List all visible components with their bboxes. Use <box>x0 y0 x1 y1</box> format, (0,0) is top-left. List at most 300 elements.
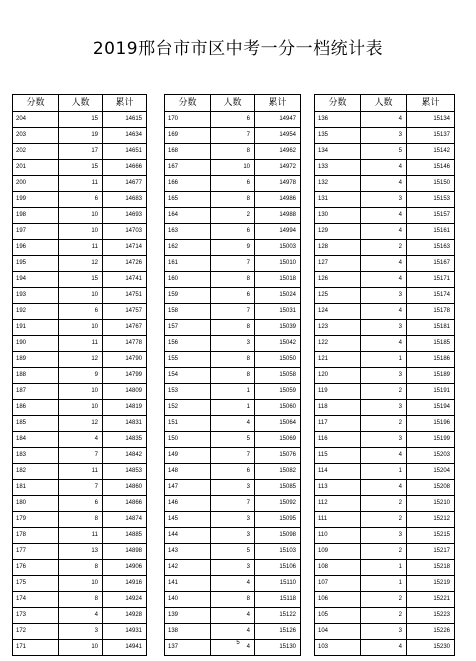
header-cumulative: 累计 <box>255 95 301 112</box>
count-cell: 15 <box>59 160 103 176</box>
count-cell: 10 <box>59 288 103 304</box>
count-cell: 2 <box>361 608 407 624</box>
table-row <box>165 384 301 400</box>
table-row <box>165 160 301 176</box>
table-row <box>165 512 301 528</box>
cumulative-cell: 15118 <box>255 592 301 608</box>
cumulative-cell: 15194 <box>407 400 455 416</box>
count-cell: 4 <box>361 256 407 272</box>
count-cell: 8 <box>211 320 255 336</box>
score-cell: 139 <box>165 608 211 624</box>
count-cell: 3 <box>361 400 407 416</box>
table-row <box>315 368 455 384</box>
count-cell: 6 <box>211 112 255 128</box>
count-cell: 10 <box>59 384 103 400</box>
cumulative-cell: 14741 <box>103 272 147 288</box>
score-cell: 166 <box>165 176 211 192</box>
table-row <box>165 144 301 160</box>
count-cell: 15 <box>59 112 103 128</box>
cumulative-cell: 14693 <box>103 208 147 224</box>
score-table-1 <box>12 94 147 656</box>
cumulative-cell: 15186 <box>407 352 455 368</box>
score-cell: 127 <box>315 256 361 272</box>
count-cell: 8 <box>211 368 255 384</box>
cumulative-cell: 15167 <box>407 256 455 272</box>
score-cell: 200 <box>13 176 59 192</box>
table-row <box>165 480 301 496</box>
count-cell: 2 <box>361 240 407 256</box>
score-table-2 <box>164 94 301 656</box>
count-cell: 3 <box>211 560 255 576</box>
cumulative-cell: 15221 <box>407 592 455 608</box>
score-cell: 156 <box>165 336 211 352</box>
count-cell: 4 <box>361 160 407 176</box>
cumulative-cell: 15092 <box>255 496 301 512</box>
table-row <box>315 224 455 240</box>
score-cell: 125 <box>315 288 361 304</box>
score-cell: 110 <box>315 528 361 544</box>
count-cell: 3 <box>361 624 407 640</box>
score-cell: 104 <box>315 624 361 640</box>
score-cell: 188 <box>13 368 59 384</box>
cumulative-cell: 14898 <box>103 544 147 560</box>
cumulative-cell: 15058 <box>255 368 301 384</box>
score-cell: 122 <box>315 336 361 352</box>
table-row <box>165 128 301 144</box>
cumulative-cell: 14726 <box>103 256 147 272</box>
cumulative-cell: 14634 <box>103 128 147 144</box>
cumulative-cell: 15191 <box>407 384 455 400</box>
cumulative-cell: 14778 <box>103 336 147 352</box>
cumulative-cell: 15157 <box>407 208 455 224</box>
table-row <box>13 128 147 144</box>
table-row <box>315 144 455 160</box>
cumulative-cell: 14757 <box>103 304 147 320</box>
table-row <box>315 592 455 608</box>
score-cell: 152 <box>165 400 211 416</box>
count-cell: 12 <box>59 416 103 432</box>
score-cell: 120 <box>315 368 361 384</box>
score-cell: 138 <box>165 624 211 640</box>
table-row <box>165 352 301 368</box>
count-cell: 8 <box>211 352 255 368</box>
cumulative-cell: 15003 <box>255 240 301 256</box>
score-cell: 186 <box>13 400 59 416</box>
table-row <box>13 464 147 480</box>
document-title: 2019邢台市市区中考一分一档统计表 <box>92 39 384 59</box>
table-row <box>165 320 301 336</box>
score-cell: 114 <box>315 464 361 480</box>
count-cell: 10 <box>59 400 103 416</box>
score-cell: 182 <box>13 464 59 480</box>
table-row <box>165 496 301 512</box>
header-score: 分数 <box>165 95 211 112</box>
cumulative-cell: 15171 <box>407 272 455 288</box>
score-cell: 173 <box>13 608 59 624</box>
score-cell: 199 <box>13 192 59 208</box>
count-cell: 1 <box>361 560 407 576</box>
cumulative-cell: 15122 <box>255 608 301 624</box>
count-cell: 7 <box>211 448 255 464</box>
table-row <box>315 160 455 176</box>
table-row <box>165 448 301 464</box>
table-row <box>315 448 455 464</box>
score-cell: 161 <box>165 256 211 272</box>
score-cell: 192 <box>13 304 59 320</box>
table-row <box>315 512 455 528</box>
count-cell: 15 <box>59 272 103 288</box>
count-cell: 4 <box>211 640 255 656</box>
cumulative-cell: 15215 <box>407 528 455 544</box>
count-cell: 5 <box>211 432 255 448</box>
table-row <box>13 304 147 320</box>
count-cell: 6 <box>59 304 103 320</box>
cumulative-cell: 15050 <box>255 352 301 368</box>
score-cell: 141 <box>165 576 211 592</box>
cumulative-cell: 15060 <box>255 400 301 416</box>
score-cell: 202 <box>13 144 59 160</box>
table-row <box>13 160 147 176</box>
score-cell: 196 <box>13 240 59 256</box>
table-row <box>165 400 301 416</box>
count-cell: 8 <box>59 592 103 608</box>
score-cell: 158 <box>165 304 211 320</box>
count-cell: 3 <box>361 128 407 144</box>
score-cell: 106 <box>315 592 361 608</box>
score-cell: 178 <box>13 528 59 544</box>
count-cell: 10 <box>59 320 103 336</box>
cumulative-cell: 15069 <box>255 432 301 448</box>
header-count: 人数 <box>211 95 255 112</box>
score-cell: 180 <box>13 496 59 512</box>
cumulative-cell: 14767 <box>103 320 147 336</box>
cumulative-cell: 15163 <box>407 240 455 256</box>
count-cell: 3 <box>361 320 407 336</box>
count-cell: 3 <box>211 336 255 352</box>
table-row <box>13 512 147 528</box>
count-cell: 12 <box>59 352 103 368</box>
score-cell: 179 <box>13 512 59 528</box>
score-cell: 136 <box>315 112 361 128</box>
count-cell: 19 <box>59 128 103 144</box>
score-cell: 118 <box>315 400 361 416</box>
cumulative-cell: 15178 <box>407 304 455 320</box>
table-row <box>315 192 455 208</box>
table-row <box>315 480 455 496</box>
table-row <box>165 608 301 624</box>
table-row <box>165 224 301 240</box>
score-cell: 171 <box>13 640 59 656</box>
count-cell: 1 <box>361 464 407 480</box>
score-table-3 <box>314 94 455 656</box>
count-cell: 1 <box>361 576 407 592</box>
score-cell: 191 <box>13 320 59 336</box>
cumulative-cell: 14972 <box>255 160 301 176</box>
count-cell: 2 <box>361 544 407 560</box>
score-cell: 134 <box>315 144 361 160</box>
cumulative-cell: 15153 <box>407 192 455 208</box>
score-cell: 185 <box>13 416 59 432</box>
cumulative-cell: 15130 <box>255 640 301 656</box>
cumulative-cell: 14683 <box>103 192 147 208</box>
count-cell: 4 <box>361 224 407 240</box>
cumulative-cell: 14703 <box>103 224 147 240</box>
score-cell: 195 <box>13 256 59 272</box>
score-cell: 107 <box>315 576 361 592</box>
score-cell: 153 <box>165 384 211 400</box>
score-cell: 116 <box>315 432 361 448</box>
count-cell: 4 <box>361 272 407 288</box>
table-row <box>13 144 147 160</box>
count-cell: 3 <box>59 624 103 640</box>
count-cell: 1 <box>361 352 407 368</box>
score-cell: 193 <box>13 288 59 304</box>
table-row <box>315 496 455 512</box>
score-cell: 146 <box>165 496 211 512</box>
score-cell: 181 <box>13 480 59 496</box>
header-score: 分数 <box>13 95 59 112</box>
table-row <box>165 288 301 304</box>
score-cell: 148 <box>165 464 211 480</box>
score-cell: 155 <box>165 352 211 368</box>
cumulative-cell: 15106 <box>255 560 301 576</box>
count-cell: 7 <box>211 128 255 144</box>
count-cell: 12 <box>59 256 103 272</box>
table-row <box>13 416 147 432</box>
table-row <box>13 272 147 288</box>
table-row <box>315 128 455 144</box>
table-row <box>165 208 301 224</box>
count-cell: 7 <box>211 256 255 272</box>
table-row <box>315 416 455 432</box>
score-cell: 160 <box>165 272 211 288</box>
header-count: 人数 <box>361 95 407 112</box>
table-row <box>13 176 147 192</box>
count-cell: 1 <box>211 384 255 400</box>
table-row <box>165 528 301 544</box>
table-row <box>13 112 147 128</box>
cumulative-cell: 15204 <box>407 464 455 480</box>
header-cumulative: 累计 <box>407 95 455 112</box>
score-cell: 164 <box>165 208 211 224</box>
table-row <box>315 208 455 224</box>
cumulative-cell: 15223 <box>407 608 455 624</box>
count-cell: 4 <box>59 432 103 448</box>
cumulative-cell: 14831 <box>103 416 147 432</box>
table-row <box>315 400 455 416</box>
score-cell: 175 <box>13 576 59 592</box>
cumulative-cell: 15134 <box>407 112 455 128</box>
score-cell: 145 <box>165 512 211 528</box>
cumulative-cell: 14962 <box>255 144 301 160</box>
cumulative-cell: 14809 <box>103 384 147 400</box>
count-cell: 3 <box>211 512 255 528</box>
cumulative-cell: 14924 <box>103 592 147 608</box>
count-cell: 10 <box>211 160 255 176</box>
table-row <box>13 544 147 560</box>
table-row <box>13 608 147 624</box>
count-cell: 17 <box>59 144 103 160</box>
score-cell: 177 <box>13 544 59 560</box>
table-row <box>13 480 147 496</box>
score-cell: 203 <box>13 128 59 144</box>
cumulative-cell: 14978 <box>255 176 301 192</box>
count-cell: 2 <box>361 592 407 608</box>
cumulative-cell: 15064 <box>255 416 301 432</box>
cumulative-cell: 14790 <box>103 352 147 368</box>
table-row <box>315 560 455 576</box>
score-cell: 165 <box>165 192 211 208</box>
table-row <box>13 368 147 384</box>
score-cell: 137 <box>165 640 211 656</box>
score-cell: 154 <box>165 368 211 384</box>
score-cell: 201 <box>13 160 59 176</box>
count-cell: 4 <box>211 624 255 640</box>
table-row <box>165 336 301 352</box>
count-cell: 5 <box>361 144 407 160</box>
score-cell: 123 <box>315 320 361 336</box>
cumulative-cell: 15085 <box>255 480 301 496</box>
count-cell: 10 <box>59 640 103 656</box>
count-cell: 8 <box>59 560 103 576</box>
count-cell: 7 <box>59 480 103 496</box>
score-cell: 131 <box>315 192 361 208</box>
score-cell: 183 <box>13 448 59 464</box>
score-cell: 113 <box>315 480 361 496</box>
cumulative-cell: 14615 <box>103 112 147 128</box>
cumulative-cell: 15217 <box>407 544 455 560</box>
score-cell: 150 <box>165 432 211 448</box>
cumulative-cell: 15150 <box>407 176 455 192</box>
score-cell: 111 <box>315 512 361 528</box>
table-row <box>165 368 301 384</box>
table-row <box>13 624 147 640</box>
table-row <box>165 176 301 192</box>
cumulative-cell: 15226 <box>407 624 455 640</box>
count-cell: 13 <box>59 544 103 560</box>
table-row <box>165 624 301 640</box>
table-row <box>13 560 147 576</box>
table-row <box>13 352 147 368</box>
score-cell: 157 <box>165 320 211 336</box>
header-score: 分数 <box>315 95 361 112</box>
cumulative-cell: 15137 <box>407 128 455 144</box>
cumulative-cell: 14941 <box>103 640 147 656</box>
cumulative-cell: 15218 <box>407 560 455 576</box>
cumulative-cell: 14906 <box>103 560 147 576</box>
cumulative-cell: 15110 <box>255 576 301 592</box>
count-cell: 2 <box>361 416 407 432</box>
score-cell: 109 <box>315 544 361 560</box>
cumulative-cell: 15042 <box>255 336 301 352</box>
score-cell: 128 <box>315 240 361 256</box>
cumulative-cell: 15024 <box>255 288 301 304</box>
count-cell: 10 <box>59 208 103 224</box>
cumulative-cell: 14994 <box>255 224 301 240</box>
cumulative-cell: 15210 <box>407 496 455 512</box>
count-cell: 10 <box>59 224 103 240</box>
score-cell: 115 <box>315 448 361 464</box>
score-cell: 135 <box>315 128 361 144</box>
cumulative-cell: 14799 <box>103 368 147 384</box>
score-cell: 194 <box>13 272 59 288</box>
score-cell: 140 <box>165 592 211 608</box>
count-cell: 5 <box>211 544 255 560</box>
table-row <box>315 528 455 544</box>
table-row <box>13 400 147 416</box>
score-cell: 162 <box>165 240 211 256</box>
count-cell: 4 <box>211 576 255 592</box>
table-row <box>315 608 455 624</box>
cumulative-cell: 14947 <box>255 112 301 128</box>
count-cell: 10 <box>59 576 103 592</box>
table-row <box>13 256 147 272</box>
cumulative-cell: 14866 <box>103 496 147 512</box>
score-cell: 184 <box>13 432 59 448</box>
score-cell: 142 <box>165 560 211 576</box>
score-cell: 190 <box>13 336 59 352</box>
score-cell: 129 <box>315 224 361 240</box>
count-cell: 6 <box>211 224 255 240</box>
count-cell: 8 <box>211 192 255 208</box>
header-count: 人数 <box>59 95 103 112</box>
header-cumulative: 累计 <box>103 95 147 112</box>
cumulative-cell: 14853 <box>103 464 147 480</box>
table-row <box>315 352 455 368</box>
table-row <box>315 288 455 304</box>
count-cell: 3 <box>361 528 407 544</box>
cumulative-cell: 15082 <box>255 464 301 480</box>
score-cell: 105 <box>315 608 361 624</box>
table-row <box>315 272 455 288</box>
table-row <box>165 432 301 448</box>
cumulative-cell: 14751 <box>103 288 147 304</box>
cumulative-cell: 15126 <box>255 624 301 640</box>
count-cell: 4 <box>361 304 407 320</box>
table-row <box>13 384 147 400</box>
score-cell: 197 <box>13 224 59 240</box>
count-cell: 8 <box>211 592 255 608</box>
table-row <box>315 464 455 480</box>
cumulative-cell: 14986 <box>255 192 301 208</box>
count-cell: 3 <box>361 288 407 304</box>
table-row <box>165 192 301 208</box>
cumulative-cell: 14842 <box>103 448 147 464</box>
score-cell: 121 <box>315 352 361 368</box>
table-row <box>315 304 455 320</box>
table-row <box>315 336 455 352</box>
cumulative-cell: 15039 <box>255 320 301 336</box>
count-cell: 3 <box>361 368 407 384</box>
count-cell: 7 <box>211 304 255 320</box>
count-cell: 11 <box>59 528 103 544</box>
table-row <box>13 528 147 544</box>
table-row <box>13 320 147 336</box>
score-cell: 170 <box>165 112 211 128</box>
table-row <box>13 592 147 608</box>
count-cell: 4 <box>211 416 255 432</box>
cumulative-cell: 14931 <box>103 624 147 640</box>
count-cell: 4 <box>361 176 407 192</box>
score-cell: 117 <box>315 416 361 432</box>
score-cell: 119 <box>315 384 361 400</box>
cumulative-cell: 15212 <box>407 512 455 528</box>
table-row <box>165 464 301 480</box>
cumulative-cell: 14954 <box>255 128 301 144</box>
score-cell: 103 <box>315 640 361 656</box>
count-cell: 3 <box>211 528 255 544</box>
count-cell: 3 <box>361 192 407 208</box>
